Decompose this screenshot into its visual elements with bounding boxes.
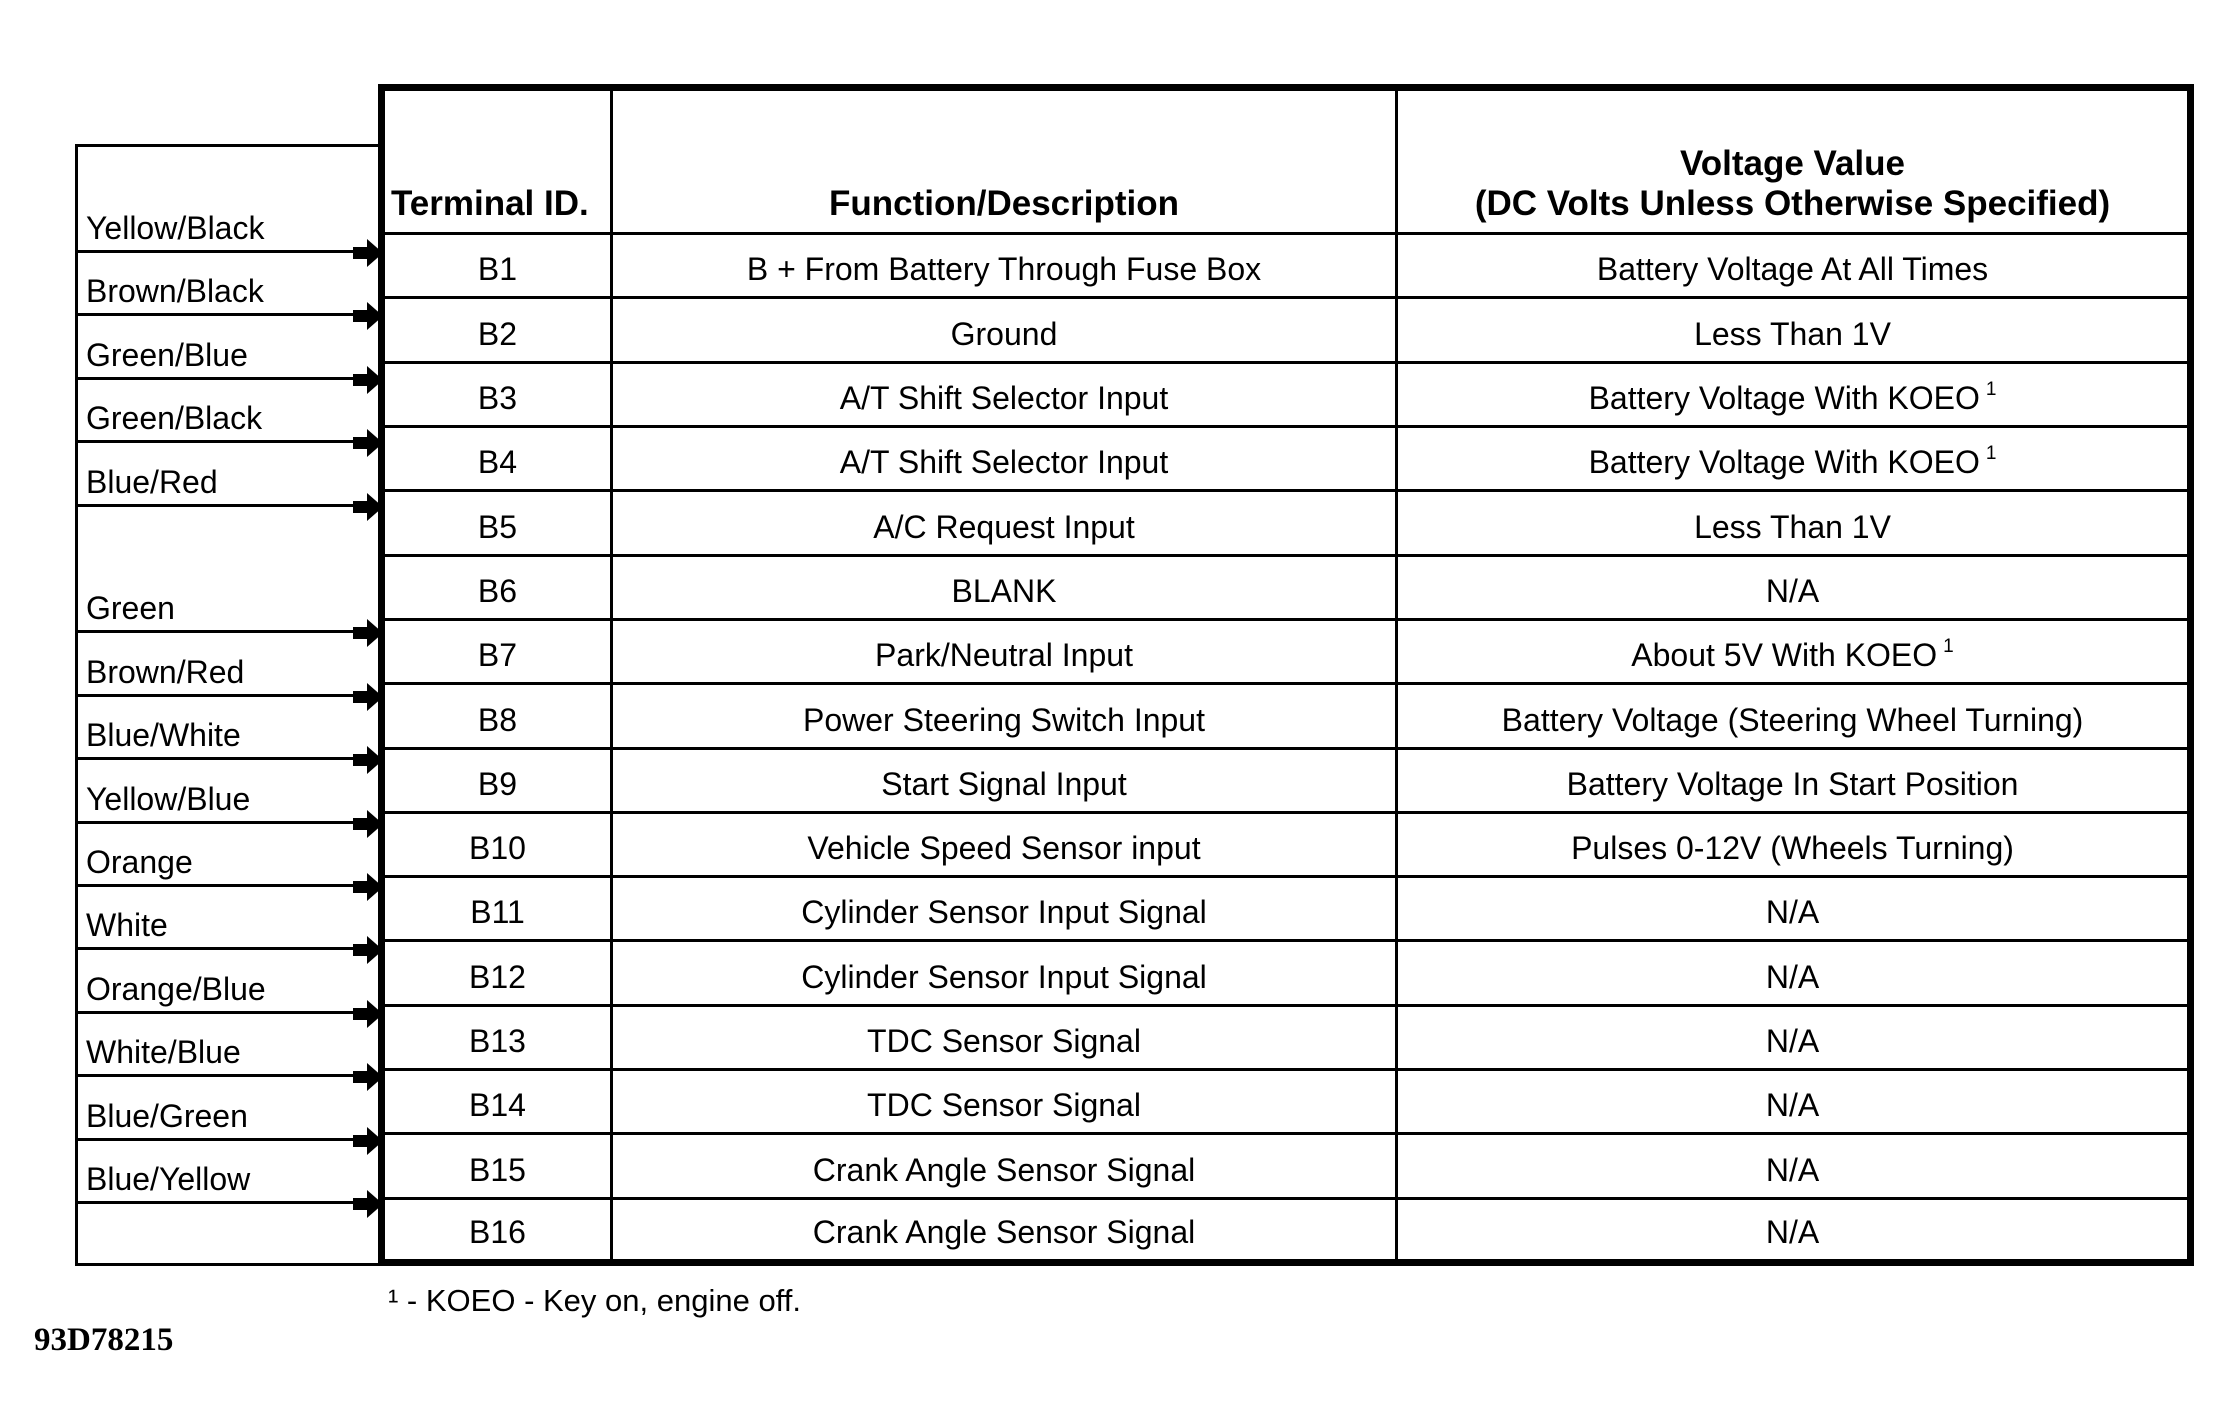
- voltage-cell-text: Battery Voltage With KOEO: [1588, 379, 1980, 416]
- function-cell-text: TDC Sensor Signal: [867, 1087, 1141, 1124]
- voltage-cell: [1397, 1134, 2191, 1198]
- wire-color-label: White: [86, 907, 168, 944]
- wire-row: [78, 1079, 384, 1141]
- function-cell: [612, 941, 1397, 1005]
- wire-row: [78, 698, 384, 760]
- table-row: [382, 1005, 2191, 1069]
- terminal-id-cell: [382, 1134, 612, 1198]
- wire-row: [78, 1015, 384, 1077]
- wire-row: [78, 825, 384, 887]
- voltage-cell: [1397, 941, 2191, 1005]
- terminal-id-cell: [382, 684, 612, 748]
- wire-color-label: Brown/Red: [86, 653, 245, 690]
- table-row: [382, 555, 2191, 619]
- function-cell-text: A/T Shift Selector Input: [839, 444, 1169, 481]
- voltage-cell: [1397, 1198, 2191, 1262]
- voltage-cell: [1397, 555, 2191, 619]
- voltage-cell-text: N/A: [1765, 1214, 1820, 1250]
- function-cell: [612, 1070, 1397, 1134]
- terminal-id-cell-text: B7: [477, 637, 518, 674]
- function-cell-text: Crank Angle Sensor Signal: [812, 1151, 1196, 1188]
- table-row: [382, 684, 2191, 748]
- wire-line: [78, 757, 354, 760]
- voltage-cell-text: N/A: [1765, 1151, 1820, 1188]
- table-body: [382, 234, 2191, 1263]
- function-cell-text: Cylinder Sensor Input Signal: [801, 958, 1207, 995]
- wire-row: [78, 762, 384, 824]
- wire-color-label: Blue/Red: [86, 463, 218, 500]
- function-cell-text: TDC Sensor Signal: [867, 1023, 1141, 1060]
- terminal-id-cell: [382, 234, 612, 298]
- wire-color-label: Green/Black: [86, 400, 263, 437]
- voltage-cell: [1397, 362, 2191, 426]
- table-row: [382, 1198, 2191, 1262]
- wire-row: [78, 318, 384, 380]
- terminal-id-cell-text: B9: [477, 765, 518, 802]
- function-cell: [612, 362, 1397, 426]
- wire-color-label: Orange/Blue: [86, 970, 266, 1007]
- wire-color-panel: [75, 144, 380, 1266]
- function-cell-text: BLANK: [951, 572, 1057, 609]
- terminal-id-cell: [382, 812, 612, 876]
- terminal-id-cell-text: B14: [469, 1087, 526, 1124]
- function-cell: [612, 1134, 1397, 1198]
- voltage-cell-text: N/A: [1765, 894, 1820, 931]
- terminal-id-cell: [382, 362, 612, 426]
- footnote-marker: 1: [1985, 378, 1997, 400]
- voltage-cell-text: N/A: [1765, 1087, 1820, 1124]
- voltage-header-line2: (DC Volts Unless Otherwise Specified): [1474, 184, 2111, 223]
- terminal-id-cell-text: B16: [469, 1214, 526, 1250]
- wire-line: [78, 440, 354, 443]
- terminal-id-cell-text: B4: [477, 444, 518, 481]
- voltage-cell-text: N/A: [1765, 958, 1820, 995]
- wire-color-label: Blue/Yellow: [86, 1161, 251, 1197]
- table-row: [382, 941, 2191, 1005]
- footnote-marker: 1: [1943, 636, 1954, 658]
- function-cell-text: A/C Request Input: [873, 508, 1135, 545]
- terminal-id-cell: [382, 941, 612, 1005]
- function-cell: [612, 877, 1397, 941]
- voltage-cell: [1397, 298, 2191, 362]
- voltage-cell-text: Less Than 1V: [1694, 508, 1891, 545]
- terminal-id-cell: [382, 298, 612, 362]
- wire-line: [78, 250, 354, 253]
- wire-row: [78, 952, 384, 1014]
- voltage-cell-text: Battery Voltage In Start Position: [1566, 765, 2019, 802]
- table-row: [382, 426, 2191, 490]
- voltage-header: [1397, 88, 2191, 234]
- terminal-id-cell: [382, 877, 612, 941]
- wire-line: [78, 377, 354, 380]
- wire-line: [78, 821, 354, 824]
- terminal-id-cell: [382, 1070, 612, 1134]
- function-cell-text: Cylinder Sensor Input Signal: [801, 894, 1207, 931]
- function-cell-text: A/T Shift Selector Input: [839, 379, 1169, 416]
- terminal-id-cell-text: B8: [477, 701, 518, 738]
- function-header: Function/Description: [612, 88, 1397, 234]
- terminal-id-cell: [382, 426, 612, 490]
- wire-line: [78, 1138, 354, 1141]
- wire-line: [78, 313, 354, 316]
- table-row: [382, 619, 2191, 683]
- function-cell: [612, 1198, 1397, 1262]
- terminal-id-cell: [382, 491, 612, 555]
- wire-line: [78, 1201, 354, 1204]
- wire-line: [78, 504, 354, 507]
- function-cell: [612, 619, 1397, 683]
- voltage-cell: [1397, 426, 2191, 490]
- terminal-id-cell-text: B12: [469, 958, 526, 995]
- figure-id: 93D78215: [34, 1322, 174, 1358]
- wire-line: [78, 694, 354, 697]
- wire-row: [78, 381, 384, 443]
- voltage-cell-text: About 5V With KOEO: [1631, 637, 1938, 674]
- table-row: [382, 491, 2191, 555]
- table-row: [382, 298, 2191, 362]
- voltage-cell-text: Battery Voltage With KOEO: [1588, 444, 1980, 481]
- terminal-id-cell-text: B2: [477, 315, 518, 352]
- wire-row: [78, 445, 384, 507]
- terminal-id-cell-text: B6: [477, 572, 518, 609]
- terminal-id-cell-text: B3: [477, 379, 518, 416]
- function-cell: [612, 748, 1397, 812]
- terminal-id-cell-text: B15: [469, 1151, 526, 1188]
- wire-color-label: Yellow/Black: [86, 210, 265, 246]
- voltage-cell-text: Battery Voltage At All Times: [1596, 251, 1989, 288]
- terminal-id-cell: [382, 555, 612, 619]
- table-row: [382, 1070, 2191, 1134]
- function-cell-text: B + From Battery Through Fuse Box: [746, 251, 1262, 288]
- table-row: [382, 234, 2191, 298]
- wire-row: [78, 571, 384, 633]
- voltage-cell: [1397, 1070, 2191, 1134]
- function-cell: [612, 684, 1397, 748]
- terminal-id-cell-text: B11: [470, 894, 525, 931]
- table-row: [382, 362, 2191, 426]
- voltage-cell: [1397, 877, 2191, 941]
- voltage-cell-text: Battery Voltage (Steering Wheel Turning): [1501, 701, 2084, 738]
- voltage-cell: [1397, 491, 2191, 555]
- wire-color-label: Green/Blue: [86, 336, 248, 373]
- terminal-id-cell: [382, 1198, 612, 1262]
- wire-row-empty: [78, 508, 384, 570]
- wire-line: [78, 1074, 354, 1077]
- function-cell: [612, 491, 1397, 555]
- function-cell: [612, 555, 1397, 619]
- function-cell: [612, 1005, 1397, 1069]
- function-cell-text: Power Steering Switch Input: [803, 701, 1205, 738]
- wire-color-label: Blue/Green: [86, 1097, 248, 1134]
- function-cell-text: Vehicle Speed Sensor input: [807, 830, 1201, 867]
- wire-color-label: Brown/Black: [86, 273, 264, 310]
- function-cell: [612, 234, 1397, 298]
- voltage-cell-text: Pulses 0-12V (Wheels Turning): [1571, 830, 2014, 867]
- wire-row: [78, 1142, 384, 1204]
- wire-color-label: Yellow/Blue: [86, 780, 251, 817]
- function-cell-text: Crank Angle Sensor Signal: [812, 1214, 1196, 1250]
- wire-color-label: Blue/White: [86, 717, 241, 754]
- voltage-cell-text: N/A: [1765, 572, 1820, 609]
- table-row: [382, 748, 2191, 812]
- table-row: [382, 877, 2191, 941]
- wire-line: [78, 1011, 354, 1014]
- terminal-id-cell: [382, 748, 612, 812]
- footnote: ¹ - KOEO - Key on, engine off.: [388, 1283, 801, 1318]
- table-row: [382, 1134, 2191, 1198]
- terminal-id-cell-text: B5: [477, 508, 518, 545]
- wire-line: [78, 630, 354, 633]
- voltage-cell-text: N/A: [1765, 1023, 1820, 1060]
- terminal-id-cell-text: B10: [469, 830, 526, 867]
- terminal-table: [378, 84, 2194, 1266]
- wire-color-label: Green: [86, 590, 175, 627]
- function-cell-text: Park/Neutral Input: [875, 637, 1133, 674]
- function-cell: [612, 426, 1397, 490]
- wire-line: [78, 884, 354, 887]
- terminal-id-cell-text: B13: [469, 1023, 526, 1060]
- terminal-id-cell: [382, 1005, 612, 1069]
- wire-row: [78, 254, 384, 316]
- table-row: [382, 812, 2191, 876]
- voltage-cell: [1397, 234, 2191, 298]
- wire-row: [78, 191, 384, 253]
- function-cell-text: Ground: [950, 315, 1058, 352]
- table-header-row: [382, 88, 2191, 234]
- wire-line: [78, 947, 354, 950]
- voltage-header-line1: Voltage Value: [1680, 144, 1905, 183]
- voltage-cell: [1397, 1005, 2191, 1069]
- voltage-cell: [1397, 684, 2191, 748]
- terminal-id-cell-text: B1: [477, 251, 518, 288]
- voltage-cell: [1397, 812, 2191, 876]
- voltage-cell: [1397, 619, 2191, 683]
- function-cell: [612, 812, 1397, 876]
- footnote-marker: 1: [1985, 443, 1997, 465]
- wire-color-label: White/Blue: [86, 1034, 241, 1071]
- function-cell-text: Start Signal Input: [881, 765, 1127, 802]
- wire-color-label: Orange: [86, 844, 193, 880]
- voltage-cell: [1397, 748, 2191, 812]
- terminal-id-header: Terminal ID.: [382, 88, 612, 234]
- voltage-cell-text: Less Than 1V: [1694, 315, 1891, 352]
- terminal-id-cell: [382, 619, 612, 683]
- wire-row: [78, 888, 384, 950]
- wire-row: [78, 635, 384, 697]
- function-cell: [612, 298, 1397, 362]
